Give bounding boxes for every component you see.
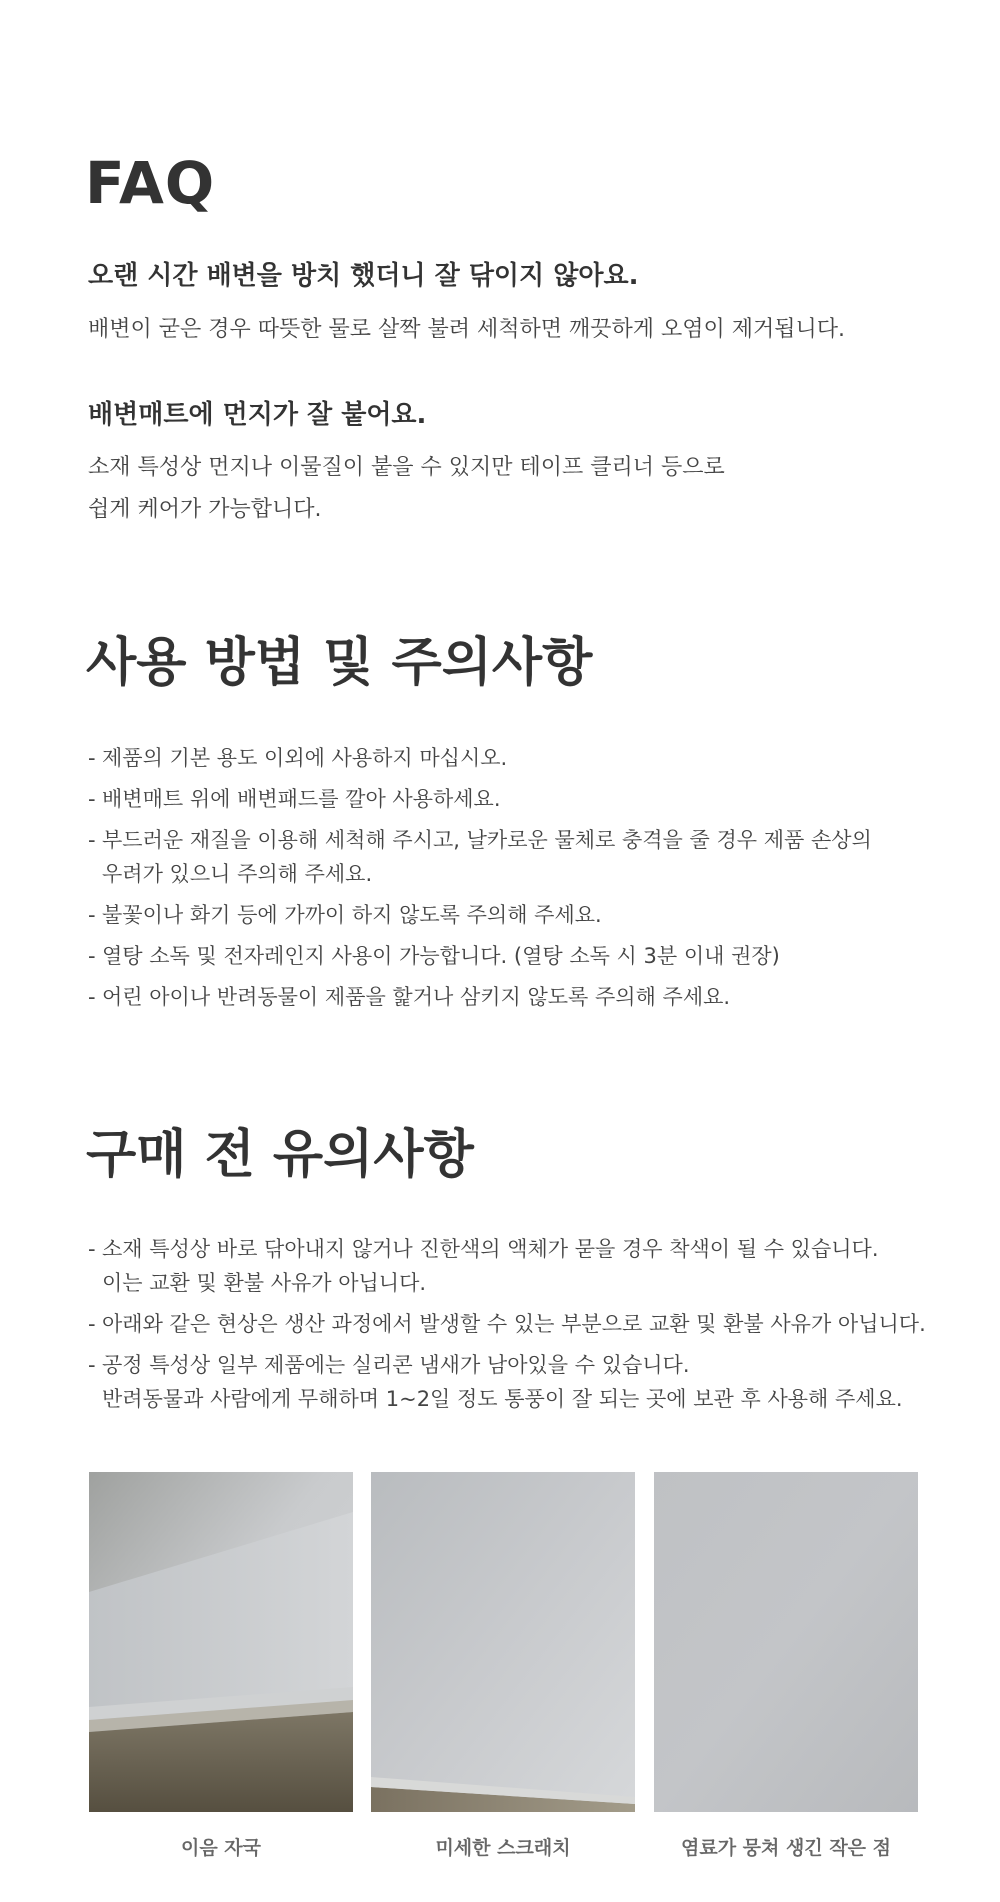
usage-item (88, 741, 928, 775)
purchase-item-text: 소재 특성상 바로 닦아내지 않거나 진한색의 액체가 묻을 경우 착색이 될 수 있습니다. 이는 교환 및 환불 사유가 아닙니다. (102, 1237, 879, 1295)
purchase-item (88, 1307, 928, 1341)
usage-dash: - (88, 985, 96, 1009)
usage-list (88, 741, 928, 1021)
usage-dash: - (88, 746, 96, 770)
faq-title: FAQ (85, 149, 216, 217)
seam-mark-photo (89, 1472, 353, 1812)
usage-dash: - (88, 944, 96, 968)
fine-scratch-image (371, 1472, 635, 1812)
usage-dash: - (88, 903, 96, 927)
usage-item-text: 배변매트 위에 배변패드를 깔아 사용하세요. (102, 787, 501, 811)
usage-item (88, 823, 928, 891)
usage-section-title: 사용 방법 및 주의사항 (86, 633, 593, 693)
usage-item (88, 898, 928, 932)
purchase-dash: - (88, 1312, 96, 1336)
dye-dot-image (654, 1472, 918, 1812)
usage-item (88, 782, 928, 816)
usage-item-text: 제품의 기본 용도 이외에 사용하지 마십시오. (102, 746, 508, 770)
purchase-item (88, 1348, 928, 1416)
faq-answer-2-line-2: 쉽게 케어가 가능합니다. (88, 497, 322, 522)
usage-item-text: 부드러운 재질을 이용해 세척해 주시고, 날카로운 물체로 충격을 줄 경우 제품 손상의 우려가 있으니 주의해 주세요. (102, 828, 872, 886)
purchase-dash: - (88, 1353, 96, 1377)
seam-mark-caption: 이음 자국 (180, 1837, 262, 1859)
usage-item-text: 어린 아이나 반려동물이 제품을 핥거나 삼키지 않도록 주의해 주세요. (102, 985, 731, 1009)
dye-dot-photo (654, 1472, 918, 1812)
purchase-dash: - (88, 1237, 96, 1261)
faq-question-1: 오랜 시간 배변을 방치 했더니 잘 닦이지 않아요. (88, 261, 639, 291)
purchase-item-text: 아래와 같은 현상은 생산 과정에서 발생할 수 있는 부분으로 교환 및 환불 사유가 아닙니다. (102, 1312, 926, 1336)
faq-answer-2-line-1: 소재 특성상 먼지나 이물질이 붙을 수 있지만 테이프 클리너 등으로 (88, 455, 725, 480)
purchase-item (88, 1232, 928, 1300)
purchase-list (88, 1232, 928, 1423)
usage-item-text: 열탕 소독 및 전자레인지 사용이 가능합니다. (열탕 소독 시 3분 이내 권장) (102, 944, 780, 968)
seam-mark-image (89, 1472, 353, 1812)
usage-dash: - (88, 787, 96, 811)
usage-dash: - (88, 828, 96, 852)
fine-scratch-photo (371, 1472, 635, 1812)
faq-answer-1-line-1: 배변이 굳은 경우 따뜻한 물로 살짝 불려 세척하면 깨끗하게 오염이 제거됩니다. (88, 317, 845, 342)
purchase-section-title: 구매 전 유의사항 (86, 1125, 474, 1185)
purchase-item-text: 공정 특성상 일부 제품에는 실리콘 냄새가 남아있을 수 있습니다. 반려동물과 사람에게 무해하며 1~2일 정도 통풍이 잘 되는 곳에 보관 후 사용해 주세요. (102, 1353, 903, 1411)
fine-scratch-caption: 미세한 스크래치 (435, 1837, 571, 1859)
dye-dot-caption: 염료가 뭉쳐 생긴 작은 점 (681, 1837, 891, 1859)
usage-item (88, 939, 928, 973)
faq-question-2: 배변매트에 먼지가 잘 붙어요. (88, 400, 427, 430)
usage-item (88, 980, 928, 1014)
usage-item-text: 불꽃이나 화기 등에 가까이 하지 않도록 주의해 주세요. (102, 903, 602, 927)
